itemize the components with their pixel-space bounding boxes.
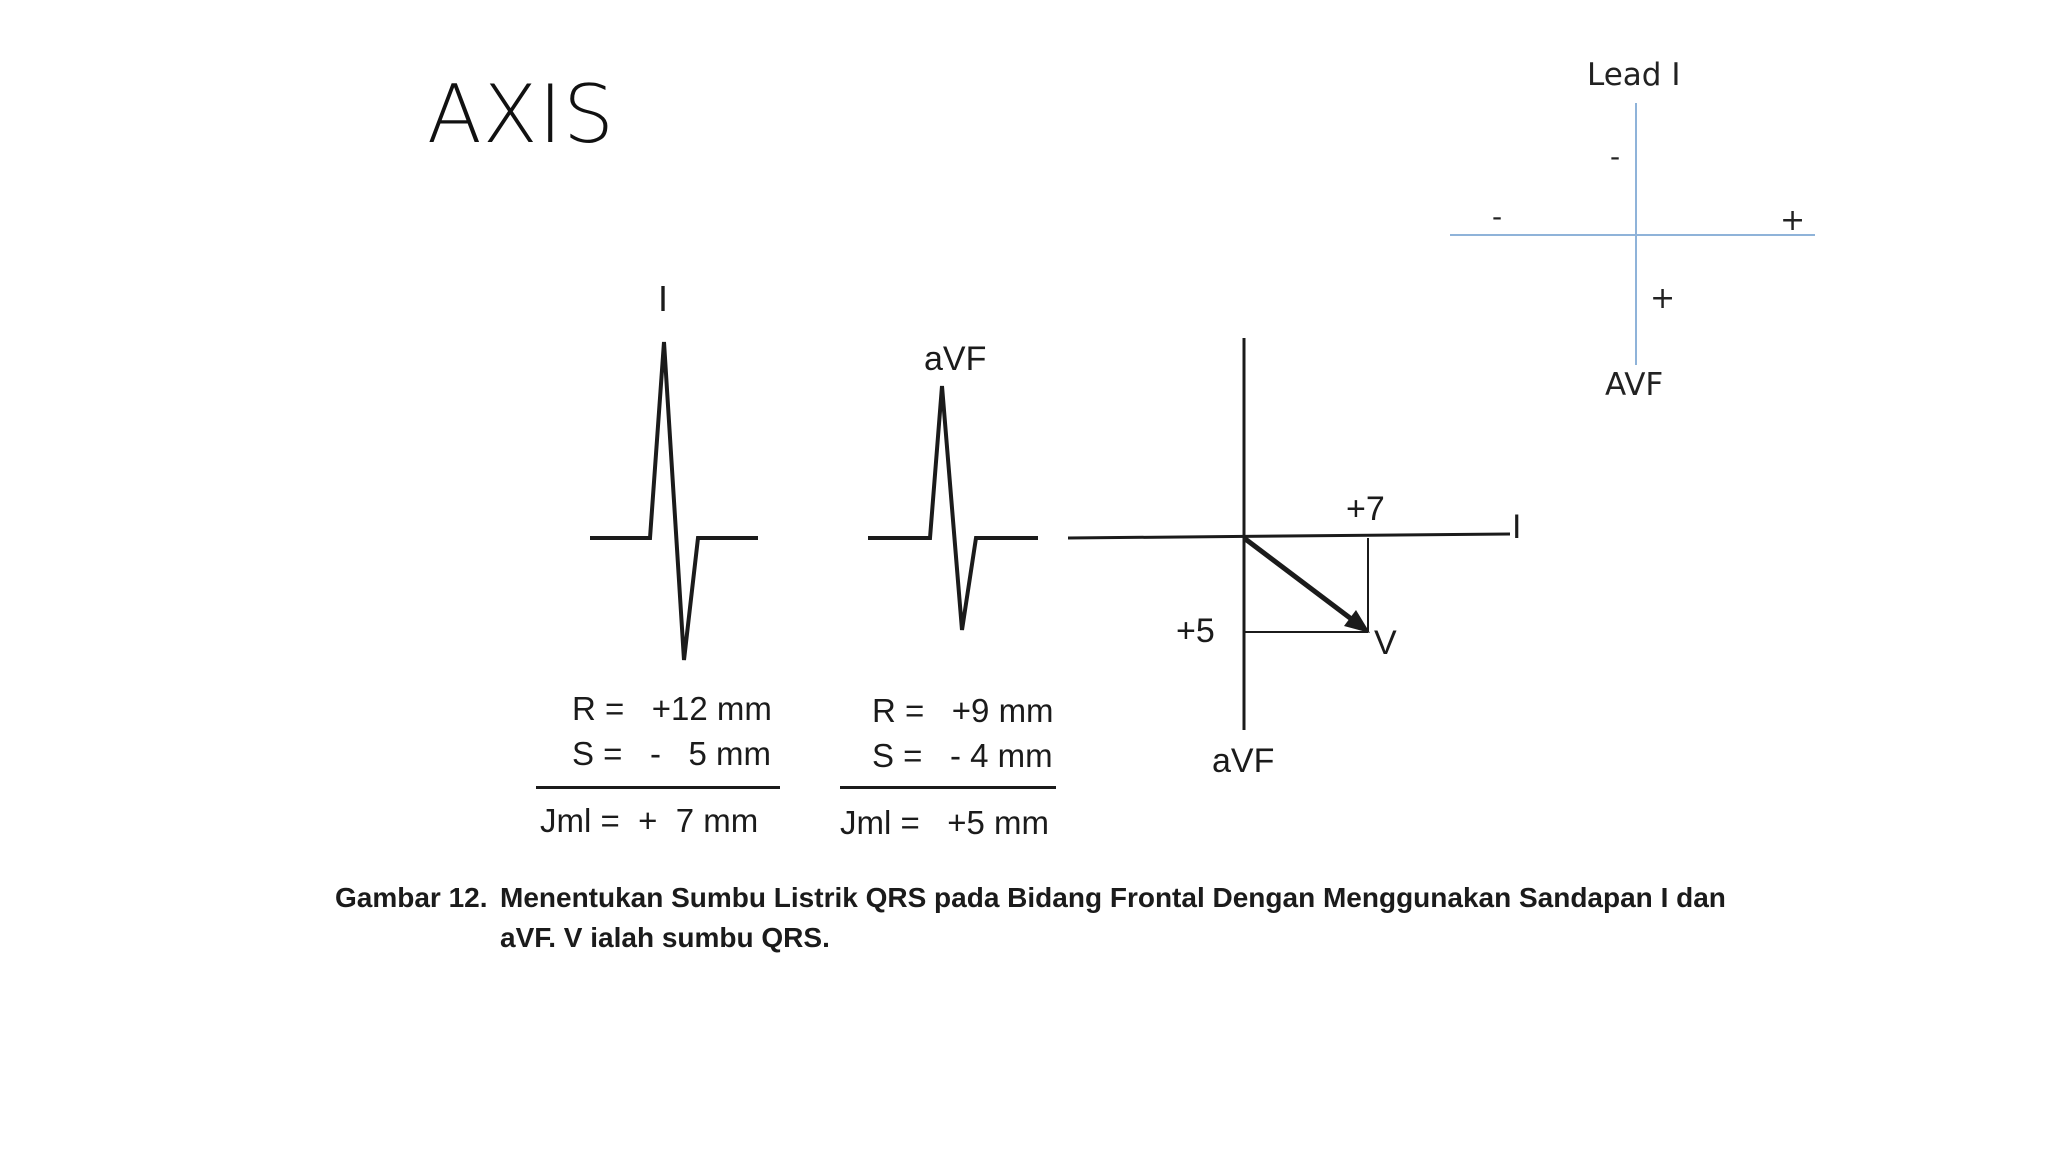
lead-plus-vertical: +: [1650, 281, 1676, 316]
axis-y-value-label: +5: [1176, 612, 1215, 650]
caption-line-2: aVF. V ialah sumbu QRS.: [500, 922, 830, 953]
slide-title: AXIS: [427, 68, 615, 161]
lead-i-qrs-waveform: [590, 342, 758, 660]
lead-i-s-value: S = - 5 mm: [572, 735, 771, 772]
lead-minus-horizontal: -: [1492, 200, 1503, 233]
axis-horizontal-label: I: [1512, 508, 1522, 546]
caption-line-1: Menentukan Sumbu Listrik QRS pada Bidang Frontal Dengan Menggunakan Sandapan I dan: [500, 882, 1726, 913]
avf-s-value: S = - 4 mm: [872, 737, 1053, 774]
lead-i-sum-rule: [536, 786, 780, 789]
lead-i-r-value: R = +12 mm: [572, 690, 772, 727]
lead-i-sum-value: Jml = + 7 mm: [540, 802, 759, 839]
lead-i-label: I: [658, 278, 669, 319]
lead-minus-vertical: -: [1610, 140, 1621, 173]
avf-qrs-waveform: [868, 386, 1038, 630]
vector-label: V: [1374, 624, 1397, 662]
avf-sum-rule: [840, 786, 1056, 789]
axis-plot-horizontal-axis: [1068, 534, 1510, 538]
axis-x-value-label: +7: [1346, 490, 1385, 528]
axis-vertical-label: aVF: [1212, 742, 1275, 780]
figure-caption: [335, 878, 1755, 958]
avf-complex-label: aVF: [924, 340, 987, 378]
lead-top-label: Lead I: [1587, 57, 1681, 93]
lead-plus-horizontal: +: [1780, 203, 1806, 238]
avf-r-value: R = +9 mm: [872, 692, 1054, 729]
qrs-axis-vector: [1244, 538, 1358, 624]
ecg-drawing: [250, 260, 1810, 820]
lead-bottom-label: AVF: [1605, 367, 1664, 403]
caption-label: Gambar 12.: [335, 882, 488, 913]
avf-sum-value: Jml = +5 mm: [840, 804, 1050, 841]
